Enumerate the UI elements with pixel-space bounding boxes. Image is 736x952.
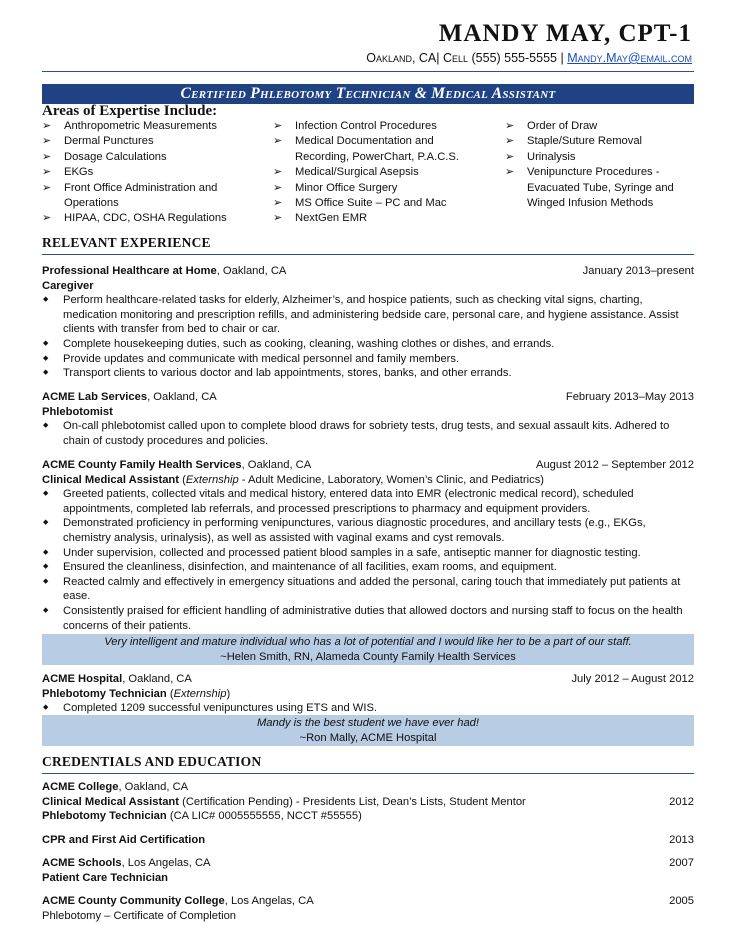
school-name: ACME College (42, 781, 119, 793)
testimonial-quote (42, 634, 694, 665)
job-bullet: ◆ Complete housekeeping duties, such as cooking, cleaning, washing clothes or dishes, and errands. (42, 337, 694, 352)
job-location: , Oakland, CA (241, 459, 312, 471)
job-bullet: ◆ Demonstrated proficiency in performing venipunctures, various diagnostic procedures, and ancillary tests (e.g., EKGs, chemistry analysis, urinalysis), as well as assisted with vaginal exams and cyst removals. (42, 516, 694, 545)
expertise-item: ➢ HIPAA, CDC, OSHA Regulations (42, 211, 257, 226)
expertise-item: ➢ EKGs (42, 165, 257, 180)
edu-acme-community-college: ACME County Community College, Los Angelas, CA 2005 Phlebotomy – Certificate of Completion (42, 895, 694, 922)
email-link[interactable]: Mandy.May@email.com (567, 51, 692, 65)
edu-year: 2013 (669, 834, 694, 846)
expertise-item: ➢ Medical/Surgical Asepsis (273, 165, 488, 180)
expertise-item: ➢ Front Office Administration and Operations (42, 181, 257, 212)
credential: Clinical Medical Assistant (42, 795, 179, 808)
edu-cpr (42, 833, 694, 848)
edu-year: 2007 (669, 857, 694, 869)
quote-text: Very intelligent and mature individual who has a lot of potential and I would like her to be a part of our staff. (104, 636, 632, 648)
credential: Phlebotomy Technician (42, 810, 167, 823)
experience-heading: RELEVANT EXPERIENCE (42, 235, 694, 255)
edu-year: 2012 (669, 795, 694, 808)
expertise-column-3 (505, 119, 705, 211)
quote-text: Mandy is the best student we have ever had! (256, 717, 480, 729)
job-bullet: ◆ Greeted patients, collected vitals and medical history, entered data into EMR (electronic medical record), scheduled appointments, completed lab referrals, and processed prescriptions to pharmacy and equipment providers. (42, 487, 694, 516)
expertise-item: ➢ Urinalysis (505, 150, 705, 165)
contact-line (366, 50, 692, 66)
expertise-item: ➢ Medical Documentation and Recording, PowerChart, P.A.C.S. (273, 134, 488, 165)
job-title: Phlebotomist (42, 405, 113, 418)
expertise-item: ➢ MS Office Suite – PC and Mac (273, 196, 488, 211)
job-location: , Oakland, CA (147, 391, 217, 403)
job-acme-hospital: ACME Hospital, Oakland, CA July 2012 – August 2012 Phlebotomy Technician (Externship) ◆ Completed 1209 successful venipunctures using ETS and WIS. (42, 672, 694, 716)
edu-acme-schools: ACME Schools, Los Angelas, CA 2007 Patient Care Technician (42, 857, 694, 884)
expertise-item: ➢ Infection Control Procedures (273, 119, 488, 134)
job-location: , Oakland, CA (216, 265, 287, 277)
candidate-name: MANDY MAY, CPT-1 (438, 20, 692, 47)
job-acme-lab (42, 390, 694, 448)
cell-phone: | Cell (555) 555-5555 | (436, 51, 564, 65)
location: Oakland, CA (366, 51, 437, 65)
education-heading: CREDENTIALS AND EDUCATION (42, 754, 694, 774)
edu-acme-college: ACME College, Oakland, CA Clinical Medical Assistant (Certification Pending) - Presidents List, Dean’s Lists, Student Mentor 2012 Phlebotomy Technician (CA LIC# 0005555555, NCCT #55555) (42, 781, 694, 823)
job-bullet: ◆ Transport clients to various doctor and lab appointments, stores, banks, and other errands. (42, 366, 694, 381)
job-title: Clinical Medical Assistant (42, 473, 179, 486)
job-bullet: ◆ Completed 1209 successful venipunctures using ETS and WIS. (42, 701, 694, 716)
externship-note: Externship (173, 687, 227, 700)
expertise-item: ➢ NextGen EMR (273, 211, 488, 226)
job-bullet: ◆ Under supervision, collected and processed patient blood samples in a safe, antiseptic manner for diagnostic testing. (42, 546, 694, 561)
job-dates: August 2012 – September 2012 (536, 459, 694, 471)
employer: Professional Healthcare at Home (42, 265, 217, 277)
job-title: Phlebotomy Technician (42, 687, 167, 700)
quote-attribution: ~Helen Smith, RN, Alameda County Family Health Services (220, 650, 516, 663)
expertise-column-1 (42, 119, 257, 227)
expertise-item: ➢ Anthropometric Measurements (42, 119, 257, 134)
header-divider (42, 71, 694, 72)
job-dates: February 2013–May 2013 (565, 391, 694, 403)
job-dates: January 2013–present (582, 265, 694, 277)
title-banner: Certified Phlebotomy Technician & Medical Assistant (42, 84, 694, 104)
credential: Phlebotomy – Certificate of Completion (42, 909, 237, 922)
job-bullet: ◆ Consistently praised for efficient handling of administrative duties that allowed doctors and nursing staff to focus on the health concerns of their patients. (42, 604, 694, 633)
expertise-item: ➢ Dermal Punctures (42, 134, 257, 149)
job-location: , Oakland, CA (122, 673, 192, 685)
job-bullet: ◆ Provide updates and communicate with medical personnel and family members. (42, 352, 694, 367)
expertise-item: ➢ Staple/Suture Removal (505, 134, 705, 149)
job-bullet: ◆ Perform healthcare-related tasks for elderly, Alzheimer’s, and hospice patients, such as checking vital signs, charting, medication monitoring and prescription refills, and administering bedside care, personal care, and hygiene assistance. Assist clients with transfer from bed to chair or car. (42, 293, 694, 337)
edu-year: 2005 (669, 895, 694, 907)
expertise-column-2 (273, 119, 488, 227)
expertise-heading: Areas of Expertise Include: (42, 103, 218, 119)
quote-attribution: ~Ron Mally, ACME Hospital (299, 731, 437, 744)
job-dates: July 2012 – August 2012 (571, 673, 694, 685)
job-bullet: ◆ On-call phlebotomist called upon to complete blood draws for sobriety tests, drug tests, and sexual assault kits. Adhered to chain of custody procedures and policies. (42, 419, 694, 448)
job-bullet: ◆ Reacted calmly and effectively in emergency situations and added the personal, caring touch that immediately put patients at ease. (42, 575, 694, 604)
job-title: Caregiver (42, 279, 94, 292)
expertise-item: ➢ Dosage Calculations (42, 150, 257, 165)
credential: CPR and First Aid Certification (42, 834, 206, 846)
credential: Patient Care Technician (42, 871, 169, 884)
expertise-item: ➢ Minor Office Surgery (273, 181, 488, 196)
expertise-item: ➢ Order of Draw (505, 119, 705, 134)
employer: ACME County Family Health Services (42, 459, 242, 471)
job-bullet: ◆ Ensured the cleanliness, disinfection, and maintenance of all facilities, exam rooms, and equipment. (42, 560, 694, 575)
externship-note: Externship (185, 473, 239, 486)
employer: ACME Hospital (42, 673, 123, 685)
job-professional-healthcare (42, 264, 694, 381)
school-name: ACME Schools (42, 857, 122, 869)
school-name: ACME County Community College (42, 895, 225, 907)
employer: ACME Lab Services (42, 391, 148, 403)
testimonial-quote (42, 715, 694, 746)
job-acme-county: ACME County Family Health Services, Oakland, CA August 2012 – September 2012 Clinical Medical Assistant (Externship - Adult Medicine, Laboratory, Women’s Clinic, and Pediatrics) ◆ Greeted patients, collected vitals and medical history, entered data into EMR (electronic medical record), scheduled appointments, completed lab referrals, and processed prescriptions to pharmacy and equipment providers. ◆ Demonstrated proficiency in performing venipunctures, various diagnostic procedures, and ancillary tests (e.g., EKGs, chemistry analysis, urinalysis), as well as assisted with vaginal exams and cyst removals. ◆ Under supervision, collected and processed patient blood samples in a safe, antiseptic manner for diagnostic testing. ◆ Ensured the cleanliness, disinfection, and maintenance of all facilities, exam rooms, and equipment. ◆ Reacted calmly and effectively in emergency situations and added the personal, caring touch that immediately put patients at ease. ◆ Consistently praised for efficient handling of administrative duties that allowed doctors and nursing staff to focus on the health concerns of their patients. (42, 458, 694, 633)
expertise-item: ➢ Venipuncture Procedures - Evacuated Tube, Syringe and Winged Infusion Methods (505, 165, 705, 211)
